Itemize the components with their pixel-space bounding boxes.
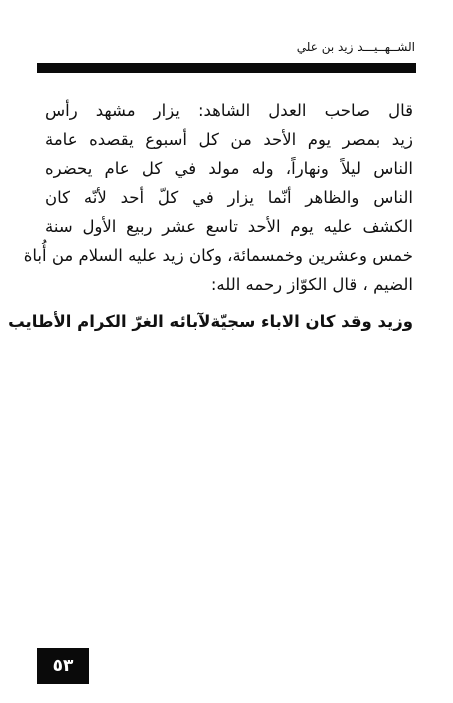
body-line: قال صاحب العدل الشاهد: يزار مشهد رأس [45, 101, 413, 120]
body-line: الكشف عليه يوم الأحد تاسع عشر ربيع الأول سنة [45, 217, 413, 236]
page-number: ٥٣ [37, 648, 89, 684]
body-line: زيد بمصر يوم الأحد من كل أسبوع يقصده عامة [45, 130, 413, 149]
running-head: الشــهــيـــد زيد بن علي [296, 40, 415, 54]
body-line: الناس والظاهر أنّما يزار في كلّ أحد لأنّه كان [45, 188, 413, 207]
verse-second-hemistich: لآبائه الغرّ الكرام الأطايب [8, 312, 211, 331]
body-line: الضيم ، قال الكوّاز رحمه الله: [210, 275, 413, 294]
body-line: الناس ليلاً ونهاراً، وله مولد في كل عام يحضره [45, 159, 413, 178]
poetry-verse [8, 312, 413, 331]
verse-first-hemistich: وزيد وقد كان الاباء سجيّة [210, 312, 413, 331]
body-text [23, 96, 413, 299]
header-rule [37, 63, 416, 73]
body-line: خمس وعشرين وخمسمائة، وكان زيد عليه السلام من أُباة [23, 246, 413, 265]
